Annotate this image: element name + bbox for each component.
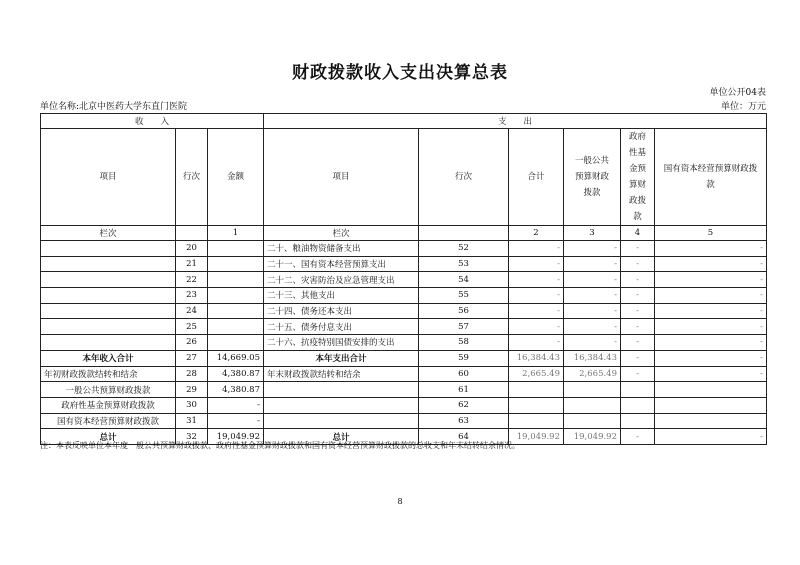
table-row [41,397,767,413]
cell-in-item [41,303,176,319]
page-title: 财政拨款收入支出决算总表 [292,63,508,83]
cell-in-item: 政府性基金预算财政拨款 [41,397,176,413]
cell-ex-line: 57 [419,319,509,335]
page-number: 8 [397,497,403,506]
cell-ex-item: 总计 [264,429,419,445]
cell-ex-item [264,382,419,398]
cell-ex-line: 56 [419,303,509,319]
cell-ex-line: 61 [419,382,509,398]
table-row [41,319,767,335]
cell-fund: - [621,241,655,257]
cell-state [655,413,767,429]
cell-fund [621,382,655,398]
cell-state: - [655,256,767,272]
cell-ex-line: 54 [419,272,509,288]
cell-in-item: 本年收入合计 [41,350,176,366]
cell-total [509,413,564,429]
cell-total: 2,665.49 [509,366,564,382]
cell-ex-item: 二十六、抗疫特别国债安排的支出 [264,335,419,351]
cell-total: 19,049.92 [509,429,564,445]
cell-in-item [41,241,176,257]
cell-ex-line: 64 [419,429,509,445]
cell-in-amt: - [208,413,264,429]
cell-ex-line: 60 [419,366,509,382]
cell-general: - [564,256,621,272]
cell-general: - [564,319,621,335]
table-row [41,350,767,366]
colnum-label: 栏次 [41,226,176,241]
table-row [41,272,767,288]
cell-in-line: 24 [176,303,208,319]
cell-ex-line: 53 [419,256,509,272]
cell-in-amt [208,303,264,319]
colnum-empty [176,226,208,241]
cell-in-line: 23 [176,288,208,304]
colnum-3: 3 [564,226,621,241]
cell-in-line: 25 [176,319,208,335]
cell-in-item [41,256,176,272]
cell-in-item: 一般公共预算财政拨款 [41,382,176,398]
cell-in-item: 总计 [41,429,176,445]
col-general: 一般公共预算财政拨款 [564,129,621,226]
cell-in-amt: 4,380.87 [208,366,264,382]
income-header: 收 入 [41,114,264,129]
cell-state: - [655,272,767,288]
cell-fund: - [621,319,655,335]
cell-fund: - [621,350,655,366]
colnum-5: 5 [655,226,767,241]
cell-state: - [655,288,767,304]
expense-header: 支 出 [264,114,767,129]
cell-total: - [509,335,564,351]
cell-general: - [564,272,621,288]
cell-state [655,382,767,398]
cell-ex-item: 二十三、其他支出 [264,288,419,304]
cell-ex-line: 55 [419,288,509,304]
cell-in-line: 22 [176,272,208,288]
cell-fund [621,397,655,413]
cell-state: - [655,429,767,445]
cell-in-amt: - [208,397,264,413]
col-amount: 金额 [208,129,264,226]
cell-fund: - [621,256,655,272]
cell-general: - [564,303,621,319]
cell-general [564,382,621,398]
cell-fund: - [621,288,655,304]
col-line2: 行次 [419,129,509,226]
table-row [41,413,767,429]
cell-in-amt: 14,669.05 [208,350,264,366]
cell-general: - [564,335,621,351]
cell-in-amt [208,272,264,288]
cell-in-item [41,319,176,335]
cell-general: 2,665.49 [564,366,621,382]
cell-in-line: 31 [176,413,208,429]
cell-ex-item: 二十四、债务还本支出 [264,303,419,319]
table-code: 单位公开04表 [709,88,766,98]
cell-in-amt [208,256,264,272]
table-row [41,366,767,382]
cell-total: - [509,272,564,288]
cell-total: - [509,319,564,335]
cell-ex-line: 62 [419,397,509,413]
cell-ex-item [264,413,419,429]
cell-in-amt [208,319,264,335]
cell-general [564,413,621,429]
cell-total: - [509,256,564,272]
cell-ex-line: 63 [419,413,509,429]
cell-in-item: 年初财政拨款结转和结余 [41,366,176,382]
cell-fund: - [621,366,655,382]
cell-total: - [509,288,564,304]
colnum-empty2 [419,226,509,241]
cell-total: 16,384.43 [509,350,564,366]
table-row [41,335,767,351]
colnum-1: 1 [208,226,264,241]
cell-state [655,397,767,413]
cell-in-item [41,272,176,288]
cell-ex-item: 二十一、国有资本经营预算支出 [264,256,419,272]
cell-total [509,382,564,398]
colnum-label2: 栏次 [264,226,419,241]
cell-general: - [564,288,621,304]
cell-general: 16,384.43 [564,350,621,366]
cell-ex-item [264,397,419,413]
cell-fund [621,413,655,429]
cell-total: - [509,303,564,319]
cell-in-item [41,288,176,304]
cell-in-amt [208,335,264,351]
cell-state: - [655,303,767,319]
unit-name: 单位名称:北京中医药大学东直门医院 [40,102,188,112]
cell-ex-line: 52 [419,241,509,257]
table-row [41,241,767,257]
cell-fund: - [621,303,655,319]
cell-ex-item: 二十、粮油物资储备支出 [264,241,419,257]
cell-in-line: 26 [176,335,208,351]
table-row [41,382,767,398]
cell-fund: - [621,429,655,445]
colnum-4: 4 [621,226,655,241]
cell-in-line: 20 [176,241,208,257]
cell-state: - [655,366,767,382]
col-line: 行次 [176,129,208,226]
cell-in-amt [208,288,264,304]
col-item2: 项目 [264,129,419,226]
cell-in-amt: 19,049.92 [208,429,264,445]
cell-in-line: 28 [176,366,208,382]
cell-in-item [41,335,176,351]
cell-in-line: 21 [176,256,208,272]
cell-ex-item: 年末财政拨款结转和结余 [264,366,419,382]
cell-in-line: 30 [176,397,208,413]
cell-fund: - [621,335,655,351]
col-state: 国有资本经营预算财政拨款 [655,129,767,226]
col-fund: 政府性基金预算财政拨款 [621,129,655,226]
cell-in-amt: 4,380.87 [208,382,264,398]
table-row [41,256,767,272]
table-row [41,288,767,304]
cell-general: 19,049.92 [564,429,621,445]
currency-unit: 单位：万元 [720,102,766,112]
col-total: 合计 [509,129,564,226]
cell-fund: - [621,272,655,288]
cell-total [509,397,564,413]
cell-state: - [655,350,767,366]
footnote: 注：本表反映单位本年度一般公共预算财政拨款、政府性基金预算财政拨款和国有资本经营预算财政拨款的总收支和年末结转结余情况。 [40,441,520,450]
col-item: 项目 [41,129,176,226]
cell-general: - [564,241,621,257]
cell-in-line: 32 [176,429,208,445]
colnum-2: 2 [509,226,564,241]
cell-in-item: 国有资本经营预算财政拨款 [41,413,176,429]
cell-total: - [509,241,564,257]
cell-state: - [655,319,767,335]
cell-state: - [655,241,767,257]
cell-in-line: 29 [176,382,208,398]
cell-ex-line: 59 [419,350,509,366]
cell-ex-item: 二十五、债务付息支出 [264,319,419,335]
table-row [41,303,767,319]
cell-ex-item: 二十二、灾害防治及应急管理支出 [264,272,419,288]
cell-state: - [655,335,767,351]
cell-ex-line: 58 [419,335,509,351]
cell-in-line: 27 [176,350,208,366]
summary-table [40,113,767,445]
cell-general [564,397,621,413]
cell-ex-item: 本年支出合计 [264,350,419,366]
cell-in-amt [208,241,264,257]
